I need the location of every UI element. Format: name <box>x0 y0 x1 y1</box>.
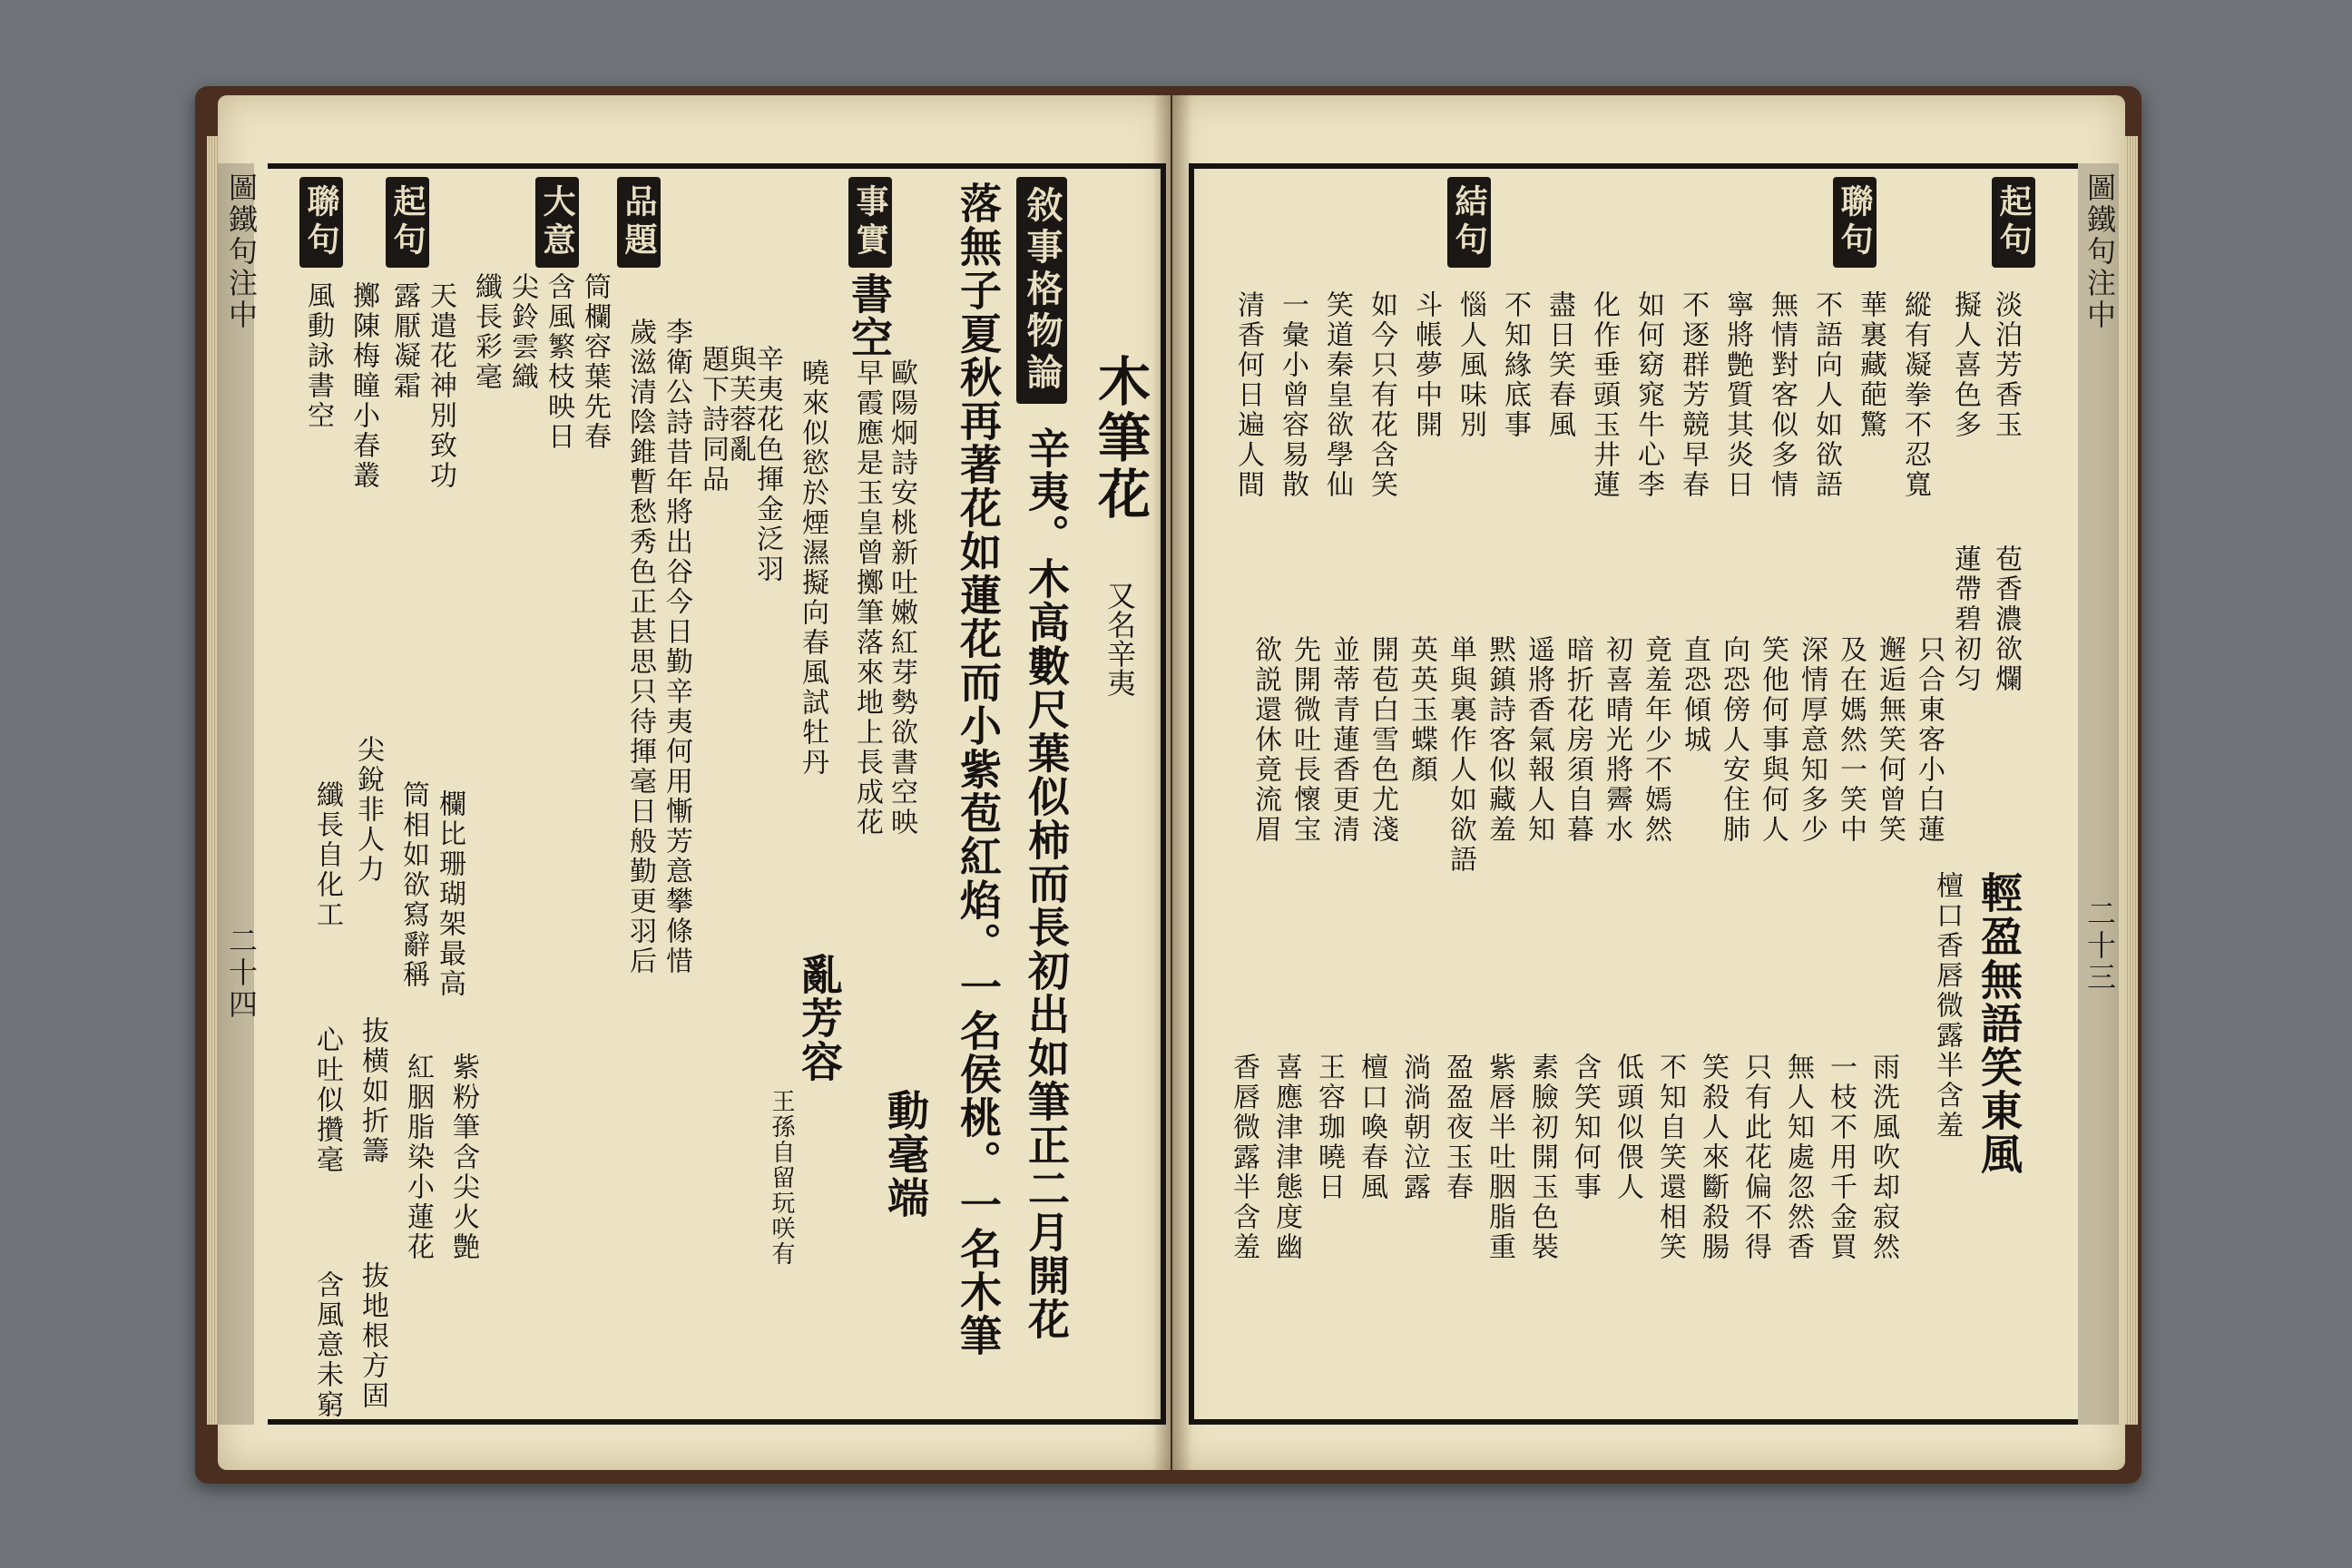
label-daii: 品題 <box>617 177 661 268</box>
right-lower-column-15: 開苞白雪色尤淺 <box>1367 635 1398 845</box>
right-bottom-column-5: 笑殺人來斷殺腸 <box>1697 1053 1729 1262</box>
daii-col-2: 與芙蓉亂 <box>724 345 756 465</box>
right-bottom-column-16: 香唇微露半含羞 <box>1228 1053 1259 1262</box>
right-lower-column-4: 深情厚意知多少 <box>1796 635 1828 845</box>
kiku-col-2: 含風繁枝映日 <box>543 272 574 452</box>
right-column-10: 不知緣底事 <box>1499 290 1531 440</box>
lower-note-8: 抜地根方固 <box>357 1261 388 1411</box>
right-lower-column-16: 並蒂青蓮香更清 <box>1328 635 1359 845</box>
right-bottom-column-14: 王容珈曉日 <box>1313 1053 1345 1202</box>
lower-note-6: 含風意未窮 <box>311 1270 343 1420</box>
label-kiku: 起句 <box>386 177 429 268</box>
right-column-5: 寧將艶質其炎日 <box>1721 290 1753 500</box>
label-right-kiku: 起句 <box>1992 177 2035 268</box>
jijitsu-note-1: 歐陽炯詩安桃新吐嫩紅芽勢欲書空映 <box>886 358 917 838</box>
jijitsu-main-2: 亂芳容 <box>795 953 844 1083</box>
right-bottom-column-11: 盈盈夜玉春 <box>1441 1053 1473 1202</box>
right-lower-column-3: 及在媽然一笑中 <box>1835 635 1867 845</box>
lower-note-2: 筒相如欲寫辭稱 <box>397 780 429 990</box>
right-lower-column-10: 暗折花房須自暮 <box>1562 635 1593 845</box>
jijitsu-extra: 王孫自留玩咲有 <box>768 1089 795 1267</box>
daii-col-3: 題下詩同品 <box>697 345 729 495</box>
right-hashira: 圖鐵句注中 <box>2082 172 2117 331</box>
right-lower-column-12: 黙鎮詩客似藏羞 <box>1484 635 1515 845</box>
right-lower-column-8: 竟羞年少不嫣然 <box>1640 635 1671 845</box>
right-column-12: 斗帳夢中開 <box>1410 290 1442 440</box>
lower-note-4: 纖長自化工 <box>311 780 343 930</box>
renku-col-1: 露厭凝霜 <box>388 281 420 401</box>
lower-note-7: 抜横如折籌 <box>357 1016 388 1166</box>
right-bottom-column-2: 一枝不用千金買 <box>1825 1053 1857 1262</box>
right-folio: 二十三 <box>2082 898 2117 994</box>
lower-note-5: 心吐似攢毫 <box>311 1025 343 1175</box>
jijitsu-heading: 書空 <box>845 272 894 359</box>
entry-alt-name: 又名辛夷 <box>1102 581 1137 697</box>
right-renku-2: 蓮帶碧初匀 <box>1949 544 1981 694</box>
right-lower-column-2: 邂逅無笑何曾笑 <box>1874 635 1906 845</box>
right-column-9: 盡日笑春風 <box>1544 290 1575 440</box>
right-column-11: 惱人風味別 <box>1455 290 1486 440</box>
right-column-6: 不逐群芳競早春 <box>1677 290 1709 500</box>
taii-col-2: 李衛公詩昔年將出谷今日勤辛夷何用慚芳意攀條惜 <box>661 318 692 976</box>
right-kiku-1: 淡泊芳香玉 <box>1990 290 2022 440</box>
right-page-edges <box>2125 136 2138 1425</box>
taii-col-1: 歲滋清陰錐暫愁秀色正甚思只待揮毫日般勤更羽后 <box>624 318 656 976</box>
right-column-3: 不語向人如欲語 <box>1810 290 1842 500</box>
right-bottom-column-4: 只有此花偏不得 <box>1740 1053 1771 1262</box>
right-margin-shade <box>2078 163 2119 1425</box>
left-hashira: 圖鐵句注中 <box>224 172 259 331</box>
kiku-col-4: 纖長彩毫 <box>470 272 502 392</box>
jijitsu-note-3: 曉來似慾於煙濕擬向春風試牡丹 <box>797 358 828 778</box>
right-lower-column-13: 単與裏作人如欲語 <box>1445 635 1476 875</box>
label-jojiroku: 敘事格物論 <box>1016 177 1067 404</box>
right-renku-3: 檀口香唇微露半含羞 <box>1931 871 1963 1141</box>
renku-col-4: 擲陳梅瞳小春叢 <box>348 281 379 491</box>
right-lower-column-7: 直恐傾城 <box>1679 635 1710 755</box>
jijitsu-note-2: 早霞應是玉皇曾擲筆落來地上長成花 <box>851 358 883 838</box>
right-bottom-column-1: 雨洗風吹却寂然 <box>1867 1053 1899 1262</box>
right-column-16: 清香何日遍人間 <box>1232 290 1264 500</box>
kiku-col-1: 筒欄容葉先春 <box>579 272 611 452</box>
right-renku-1: 擬人喜色多 <box>1949 290 1981 440</box>
lower-note-3: 尖銳非人力 <box>352 735 384 885</box>
entry-title: 木筆花 <box>1089 354 1151 523</box>
right-lower-column-6: 向恐傍人安住肺 <box>1718 635 1749 845</box>
right-column-8: 化作垂頭玉井蓮 <box>1588 290 1620 500</box>
right-column-2: 華裏藏葩驚 <box>1855 290 1886 440</box>
daii-col-1: 辛夷花色揮金泛羽 <box>751 345 783 584</box>
right-kiku-2: 苞香濃欲爛 <box>1990 544 2022 694</box>
right-lower-column-18: 欲説還休竟流眉 <box>1250 635 1281 845</box>
right-lower-column-11: 遥將香氣報人知 <box>1523 635 1554 845</box>
right-lower-column-14: 英英玉蝶顏 <box>1406 635 1437 785</box>
label-right-renku: 聯句 <box>1833 177 1877 268</box>
jijitsu-main-1: 動毫端 <box>881 1089 930 1220</box>
label-jijitsu: 事實 <box>848 177 892 268</box>
renku-col-2: 風動詠書空 <box>302 281 334 431</box>
main-text-col-2: 落無子夏秋再著花如蓮花而小紫苞紅焰。一名侯桃。一名木筆 <box>954 181 1003 1357</box>
right-lower-column-17: 先開微吐長懷宝 <box>1289 635 1320 845</box>
right-bottom-column-8: 含笑知何事 <box>1569 1053 1601 1202</box>
right-column-4: 無情對客似多情 <box>1766 290 1798 500</box>
label-taii: 大意 <box>535 177 579 268</box>
right-bottom-column-10: 紫唇半吐胭脂重 <box>1484 1053 1515 1262</box>
main-text-col-1: 辛夷。木高數尺葉似柿而長初出如筆正二月開花 <box>1022 426 1071 1341</box>
left-margin-shade <box>218 163 259 1425</box>
lower-note-1: 欄比珊瑚架最高 <box>434 789 466 999</box>
right-lower-column-5: 笑他何事與何人 <box>1757 635 1788 845</box>
right-column-15: 一彙小曾容易散 <box>1277 290 1308 500</box>
right-kiku-3: 輕盈無語笑東風 <box>1975 871 2024 1176</box>
left-folio: 二十四 <box>224 926 259 1021</box>
right-bottom-column-9: 素臉初開玉色裝 <box>1526 1053 1558 1262</box>
right-column-13: 如今只有花含笑 <box>1366 290 1397 500</box>
right-bottom-column-15: 喜應津津態度幽 <box>1270 1053 1302 1262</box>
renku-col-3: 天遣花神別致功 <box>425 281 456 491</box>
right-column-7: 如何窈窕牛心李 <box>1632 290 1664 500</box>
right-column-14: 笑道秦皇欲學仙 <box>1321 290 1353 500</box>
right-bottom-column-6: 不知自笑還相笑 <box>1654 1053 1686 1262</box>
label-renku: 聯句 <box>299 177 343 268</box>
right-bottom-column-7: 低頭似偎人 <box>1612 1053 1643 1202</box>
right-column-1: 縱有凝拳不忍寬 <box>1899 290 1931 500</box>
right-bottom-column-12: 淌淌朝泣露 <box>1398 1053 1430 1202</box>
right-bottom-column-13: 檀口喚春風 <box>1356 1053 1387 1202</box>
lower-note-9: 紅胭脂染小蓮花 <box>402 1053 434 1262</box>
kiku-col-3: 尖鈴雲織 <box>506 272 538 392</box>
right-lower-column-9: 初喜晴光將霽水 <box>1601 635 1632 845</box>
label-right-ketsuku: 結句 <box>1447 177 1491 268</box>
right-lower-column-1: 只合東客小白蓮 <box>1913 635 1945 845</box>
right-bottom-column-3: 無人知處忽然香 <box>1782 1053 1814 1262</box>
lower-note-10: 紫粉筆含尖火艶 <box>447 1053 479 1262</box>
